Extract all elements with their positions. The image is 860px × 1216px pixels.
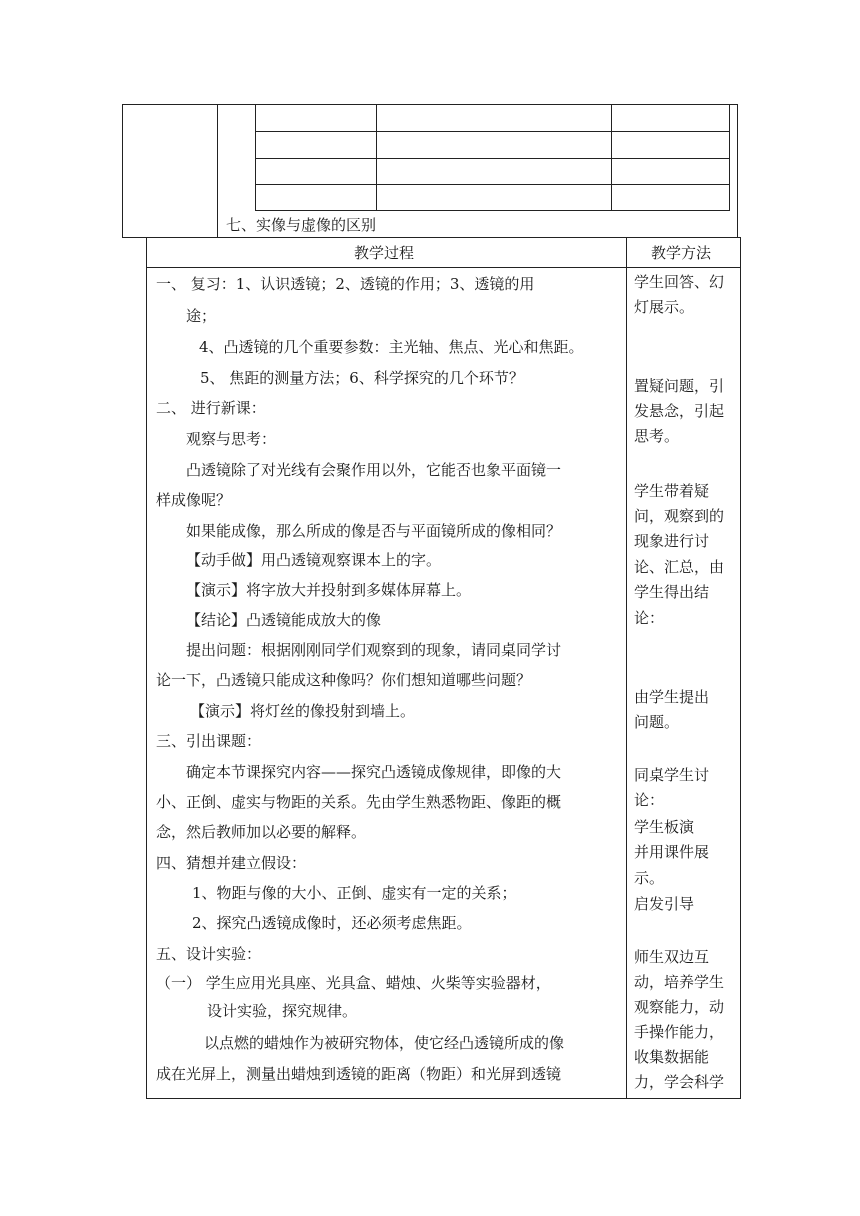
process-line: 5、 焦距的测量方法；6、科学探究的几个环节？ xyxy=(200,369,524,387)
method-line: 示。 xyxy=(634,869,665,887)
method-line: 现象进行讨 xyxy=(634,532,710,550)
method-line: 师生双边互 xyxy=(634,948,710,966)
method-line: 收集数据能 xyxy=(634,1048,710,1066)
rule xyxy=(255,131,730,132)
method-line: 学生带着疑 xyxy=(634,482,710,500)
rule xyxy=(626,237,627,1099)
method-line: 论： xyxy=(634,791,665,809)
rule xyxy=(255,158,730,159)
process-line: 提出问题：根据刚刚同学们观察到的现象，请同桌同学讨 xyxy=(186,641,562,659)
process-line: （一） 学生应用光具座、光具盒、蜡烛、火柴等实验器材， xyxy=(156,974,551,992)
process-line: 三、引出课题： xyxy=(156,732,262,750)
rule xyxy=(740,237,741,1099)
method-line: 由学生提出 xyxy=(634,688,710,706)
rule xyxy=(122,104,738,105)
process-line: 途； xyxy=(186,307,217,325)
method-line: 学生得出结 xyxy=(634,583,710,601)
method-line: 手操作能力， xyxy=(634,1023,725,1041)
rule xyxy=(217,104,218,238)
process-line: 确定本节课探究内容——探究凸透镜成像规律，即像的大 xyxy=(186,763,562,781)
process-line: 样成像呢？ xyxy=(156,491,232,509)
header-teaching-method: 教学方法 xyxy=(651,244,712,262)
method-line: 论： xyxy=(634,609,665,627)
process-line: 四、猜想并建立假设： xyxy=(156,854,307,872)
process-line: 【演示】将灯丝的像投射到墙上。 xyxy=(190,702,416,720)
process-line: 五、设计实验： xyxy=(156,945,262,963)
rule xyxy=(146,237,741,238)
process-line: 观察与思考： xyxy=(186,430,277,448)
rule xyxy=(255,184,730,185)
process-line: 设计实验，探究规律。 xyxy=(207,1002,358,1020)
process-line: 2、探究凸透镜成像时，还必须考虑焦距。 xyxy=(192,914,472,932)
rule xyxy=(122,237,146,238)
method-line: 置疑问题，引 xyxy=(634,377,725,395)
process-line: 【结论】凸透镜能成放大的像 xyxy=(186,611,382,629)
method-line: 思考。 xyxy=(634,427,680,445)
process-line: 小、正倒、虚实与物距的关系。先由学生熟悉物距、像距的概 xyxy=(156,793,562,811)
method-line: 学生板演 xyxy=(634,818,695,836)
rule xyxy=(122,104,123,238)
rule xyxy=(255,210,730,211)
rule xyxy=(146,237,147,1099)
method-line: 动，培养学生 xyxy=(634,973,725,991)
method-line: 发悬念，引起 xyxy=(634,402,725,420)
process-line: 论一下，凸透镜只能成这种像吗？你们想知道哪些问题？ xyxy=(156,671,532,689)
process-line: 二、 进行新课： xyxy=(156,399,266,417)
process-line: 成在光屏上，测量出蜡烛到透镜的距离（物距）和光屏到透镜 xyxy=(156,1065,562,1083)
method-line: 论、汇总，由 xyxy=(634,558,725,576)
method-line: 问，观察到的 xyxy=(634,507,725,525)
process-line: 1、物距与像的大小、正倒、虚实有一定的关系； xyxy=(192,884,517,902)
process-line: 如果能成像，那么所成的像是否与平面镜所成的像相同？ xyxy=(186,522,562,540)
process-line: 4、凸透镜的几个重要参数：主光轴、焦点、光心和焦距。 xyxy=(199,338,584,356)
method-line: 问题。 xyxy=(634,713,680,731)
method-line: 学生回答、幻 xyxy=(634,273,725,291)
method-line: 启发引导 xyxy=(634,895,695,913)
header-teaching-process: 教学过程 xyxy=(354,244,415,262)
process-line: 凸透镜除了对光线有会聚作用以外，它能否也象平面镜一 xyxy=(186,461,562,479)
method-line: 同桌学生讨 xyxy=(634,766,710,784)
process-line: 一、 复习：1、认识透镜；2、透镜的作用；3、透镜的用 xyxy=(156,275,535,293)
process-line: 【演示】将字放大并投射到多媒体屏幕上。 xyxy=(186,581,472,599)
rule xyxy=(146,267,741,268)
process-line: 念，然后教师加以必要的解释。 xyxy=(156,823,367,841)
rule xyxy=(737,104,738,238)
method-line: 并用课件展 xyxy=(634,843,710,861)
process-line: 以点燃的蜡烛作为被研究物体，使它经凸透镜所成的像 xyxy=(204,1034,565,1052)
section-heading: 七、实像与虚像的区别 xyxy=(226,216,377,234)
method-line: 灯展示。 xyxy=(634,298,695,316)
rule xyxy=(146,1098,741,1099)
process-line: 【动手做】用凸透镜观察课本上的字。 xyxy=(186,551,442,569)
method-line: 观察能力，动 xyxy=(634,998,725,1016)
method-line: 力，学会科学 xyxy=(634,1073,725,1091)
